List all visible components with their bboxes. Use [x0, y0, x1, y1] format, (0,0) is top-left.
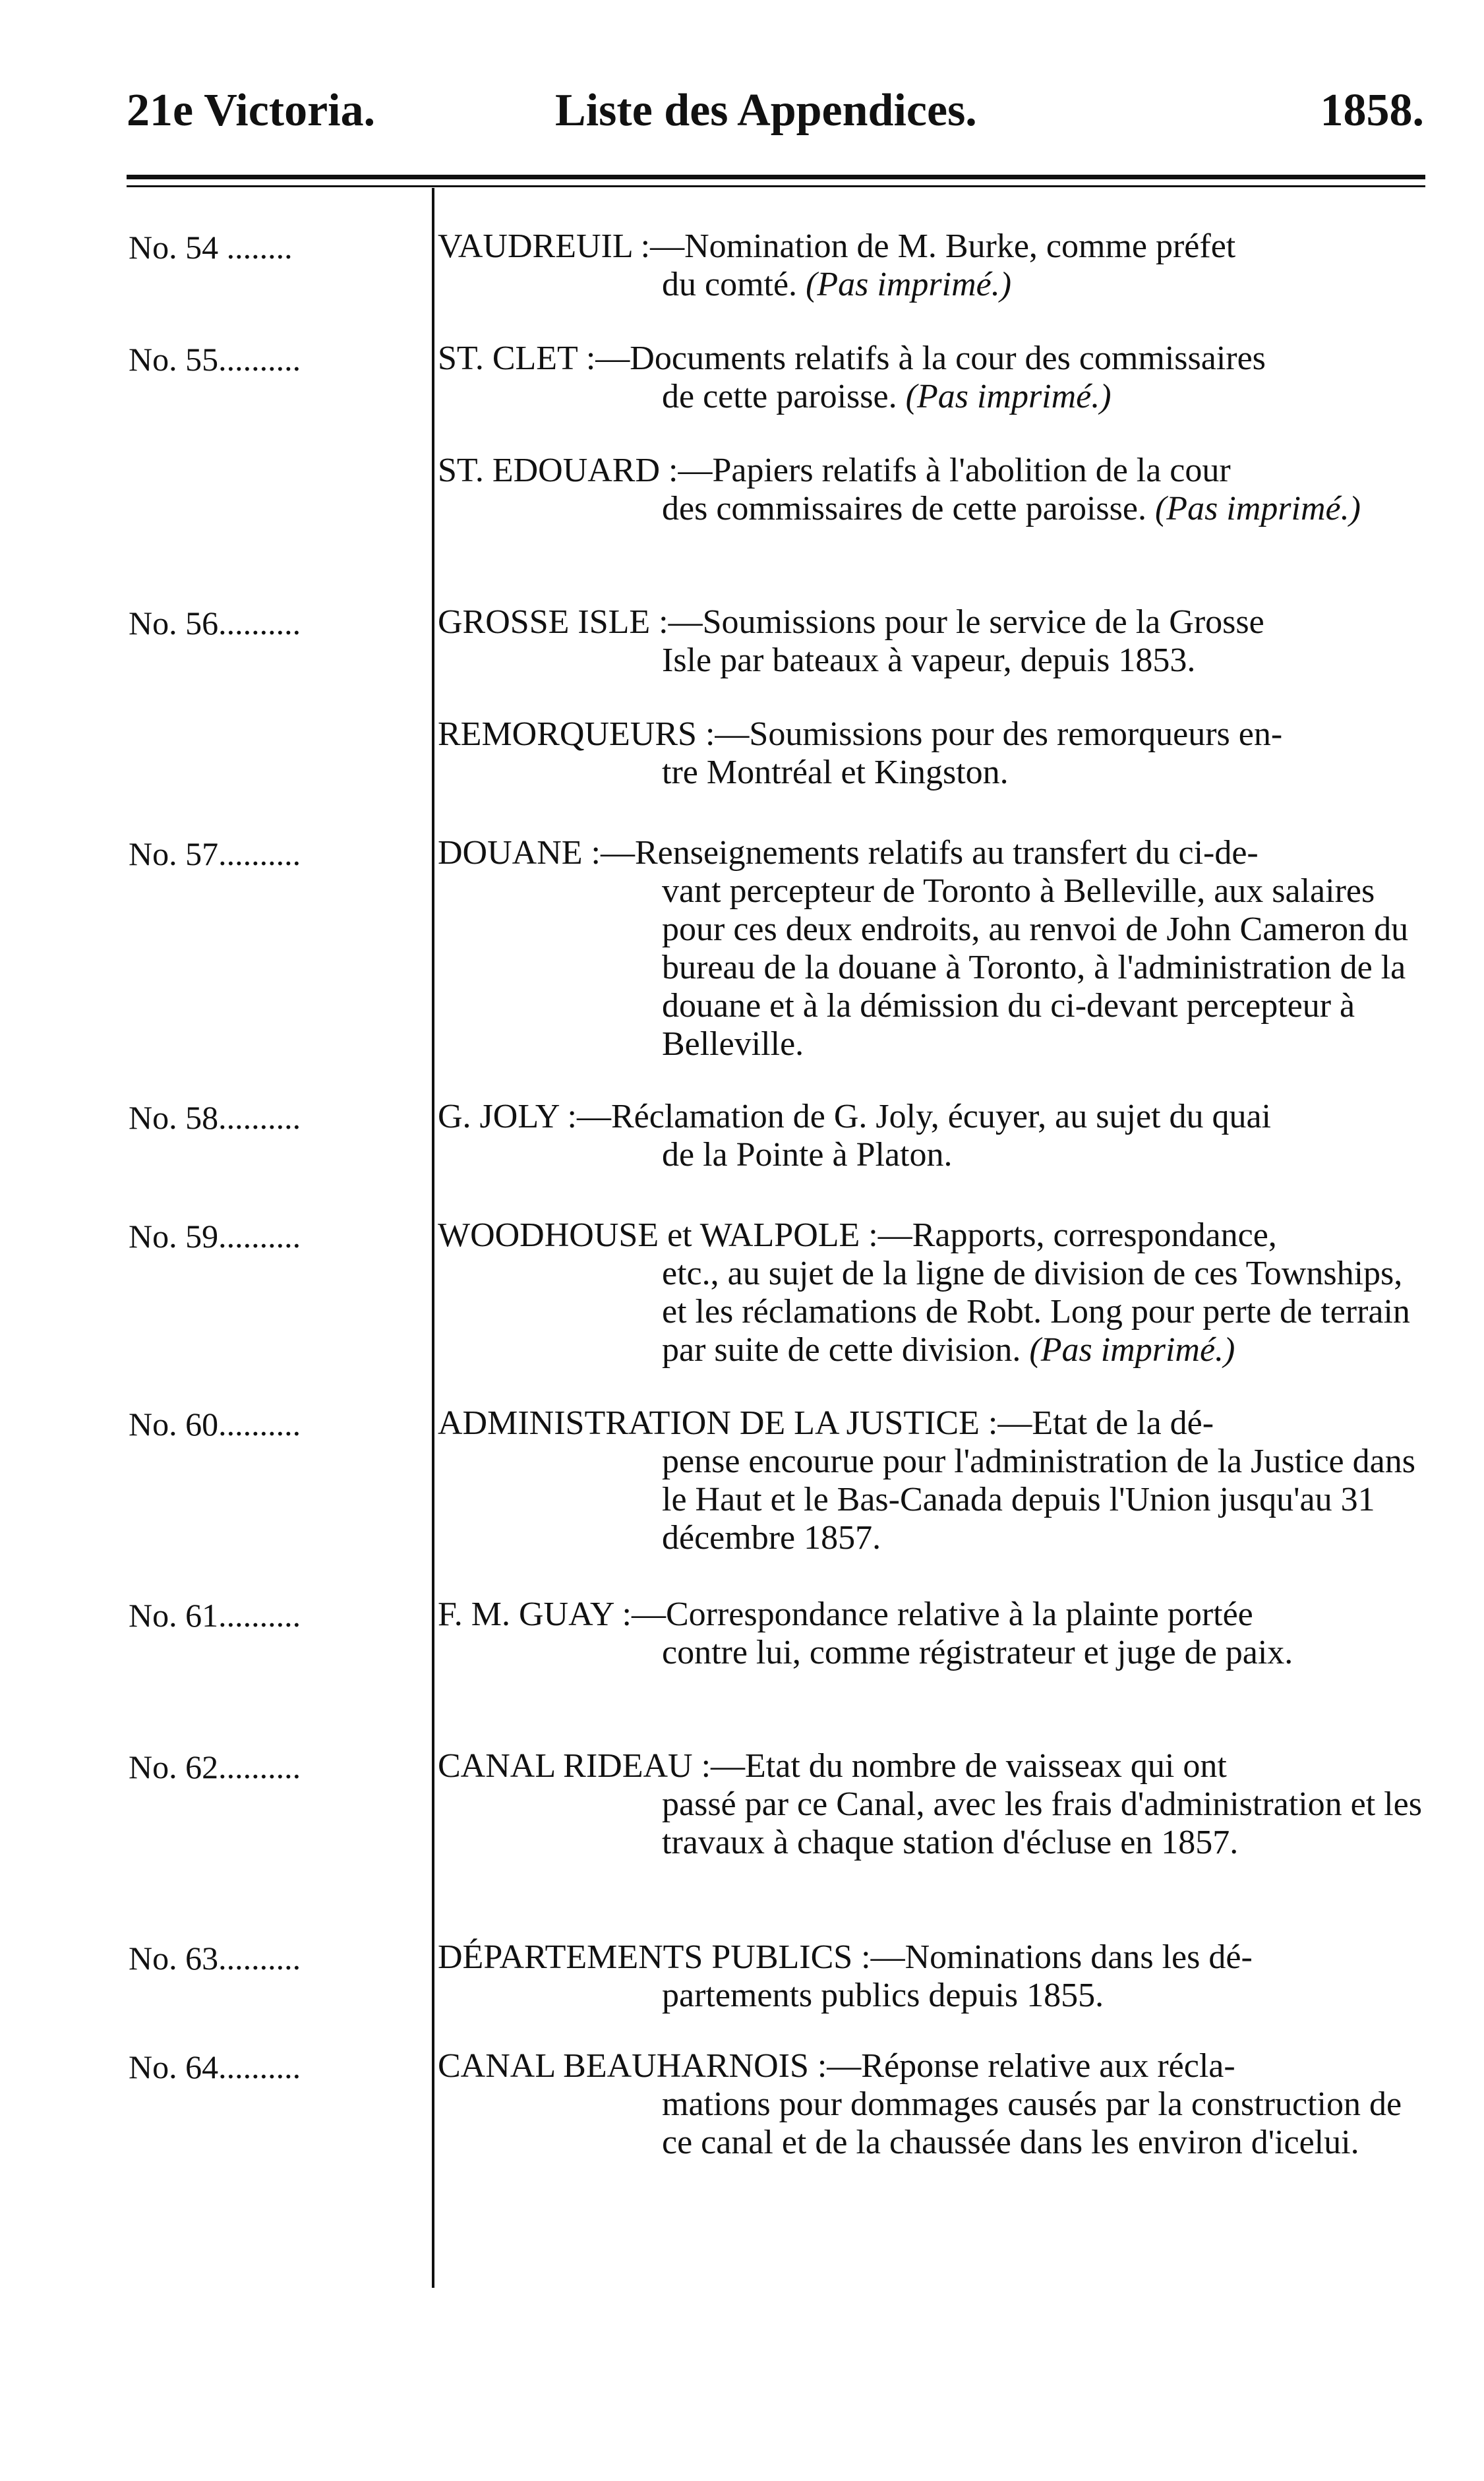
entry-note: (Pas imprimé.) [1029, 1331, 1235, 1369]
appendix-number: No. 58.......... [129, 1099, 301, 1136]
appendix-number: No. 59.......... [129, 1218, 301, 1255]
entry-title-line: REMORQUEURS :—Soumissions pour des remorqueurs en- [438, 715, 1283, 753]
appendix-number: No. 61.......... [129, 1597, 301, 1634]
appendix-entry [438, 1216, 1425, 1369]
header-title: Liste des Appendices. [555, 85, 977, 136]
entry-text: partements publics depuis 1855. [662, 1977, 1104, 2014]
entry-text: pense encourue pour l'administration de la Justice dans le Haut et le Bas-Canada depuis l'Union jusqu'au 31 décembre 1857. [662, 1443, 1415, 1557]
appendix-number: No. 55.......... [129, 341, 301, 378]
entry-title-line: GROSSE ISLE :—Soumissions pour le service de la Grosse [438, 603, 1264, 641]
appendix-number: No. 57.......... [129, 835, 301, 872]
appendix-number: No. 64.......... [129, 2048, 301, 2085]
entry-title-line: CANAL RIDEAU :—Etat du nombre de vaisseax qui ont [438, 1747, 1227, 1785]
appendix-entry [438, 834, 1425, 1063]
appendix-number: No. 63.......... [129, 1940, 301, 1977]
entry-title-line: ADMINISTRATION DE LA JUSTICE :—Etat de la dé- [438, 1404, 1214, 1442]
header-year: 1858. [1320, 85, 1424, 136]
running-header [127, 78, 1424, 150]
entry-text: Isle par bateaux à vapeur, depuis 1853. [662, 642, 1196, 679]
column-divider [432, 188, 434, 2288]
entry-text: de la Pointe à Platon. [662, 1136, 953, 1174]
entry-text: mations pour dommages causés par la construction de ce canal et de la chaussée dans les environ d'icelui. [662, 2085, 1402, 2161]
appendix-entry [438, 603, 1425, 680]
appendix-entry [438, 2047, 1425, 2162]
entry-text: etc., au sujet de la ligne de division de ces Townships, et les réclamations de Robt. Long pour perte de terrain par suite de cette division. [662, 1255, 1410, 1369]
appendix-number: No. 54 ........ [129, 229, 293, 266]
entry-title-line: F. M. GUAY :—Correspondance relative à la plainte portée [438, 1596, 1253, 1633]
entry-title-line: ST. EDOUARD :—Papiers relatifs à l'abolition de la cour [438, 452, 1231, 489]
entry-note: (Pas imprimé.) [1154, 490, 1361, 527]
appendix-entry [438, 1596, 1425, 1672]
entry-note: (Pas imprimé.) [806, 266, 1012, 303]
entry-text: du comté. [662, 266, 798, 303]
appendix-entry [438, 1098, 1425, 1174]
entry-text: contre lui, comme régistrateur et juge de paix. [662, 1634, 1293, 1671]
appendix-entry [438, 1404, 1425, 1557]
entry-title-line: WOODHOUSE et WALPOLE :—Rapports, correspondance, [438, 1216, 1277, 1254]
entry-title-line: G. JOLY :—Réclamation de G. Joly, écuyer, au sujet du quai [438, 1098, 1271, 1135]
entry-text: de cette paroisse. [662, 378, 897, 415]
appendix-entry [438, 715, 1425, 792]
appendix-entry [438, 452, 1425, 528]
entry-text: vant percepteur de Toronto à Belleville, aux salaires pour ces deux endroits, au renvoi de John Cameron du bureau de la douane à Toronto, à l'administration de la douane et à la démission du ci-devant percepteur à Belleville. [662, 872, 1409, 1063]
header-rule-thick [127, 175, 1425, 179]
entry-text: tre Montréal et Kingston. [662, 754, 1009, 791]
entry-title-line: CANAL BEAUHARNOIS :—Réponse relative aux récla- [438, 2047, 1235, 2085]
entry-title-line: VAUDREUIL :—Nomination de M. Burke, comme préfet [438, 227, 1236, 265]
header-rule-thin [127, 185, 1425, 187]
appendix-number: No. 60.......... [129, 1406, 301, 1443]
header-session: 21e Victoria. [127, 85, 376, 136]
appendix-number: No. 62.......... [129, 1749, 301, 1785]
appendix-entry [438, 227, 1425, 304]
appendix-entry [438, 1938, 1425, 2015]
entry-text: des commissaires de cette paroisse. [662, 490, 1146, 527]
entry-note: (Pas imprimé.) [905, 378, 1112, 415]
appendix-entry [438, 340, 1425, 416]
appendix-number: No. 56.......... [129, 605, 301, 642]
entry-title-line: DÉPARTEMENTS PUBLICS :—Nominations dans les dé- [438, 1938, 1253, 1976]
entry-title-line: ST. CLET :—Documents relatifs à la cour des commissaires [438, 340, 1266, 377]
entry-text: passé par ce Canal, avec les frais d'administration et les travaux à chaque station d'écluse en 1857. [662, 1785, 1422, 1861]
entry-title-line: DOUANE :—Renseignements relatifs au transfert du ci-de- [438, 834, 1259, 872]
appendix-entry [438, 1747, 1425, 1862]
